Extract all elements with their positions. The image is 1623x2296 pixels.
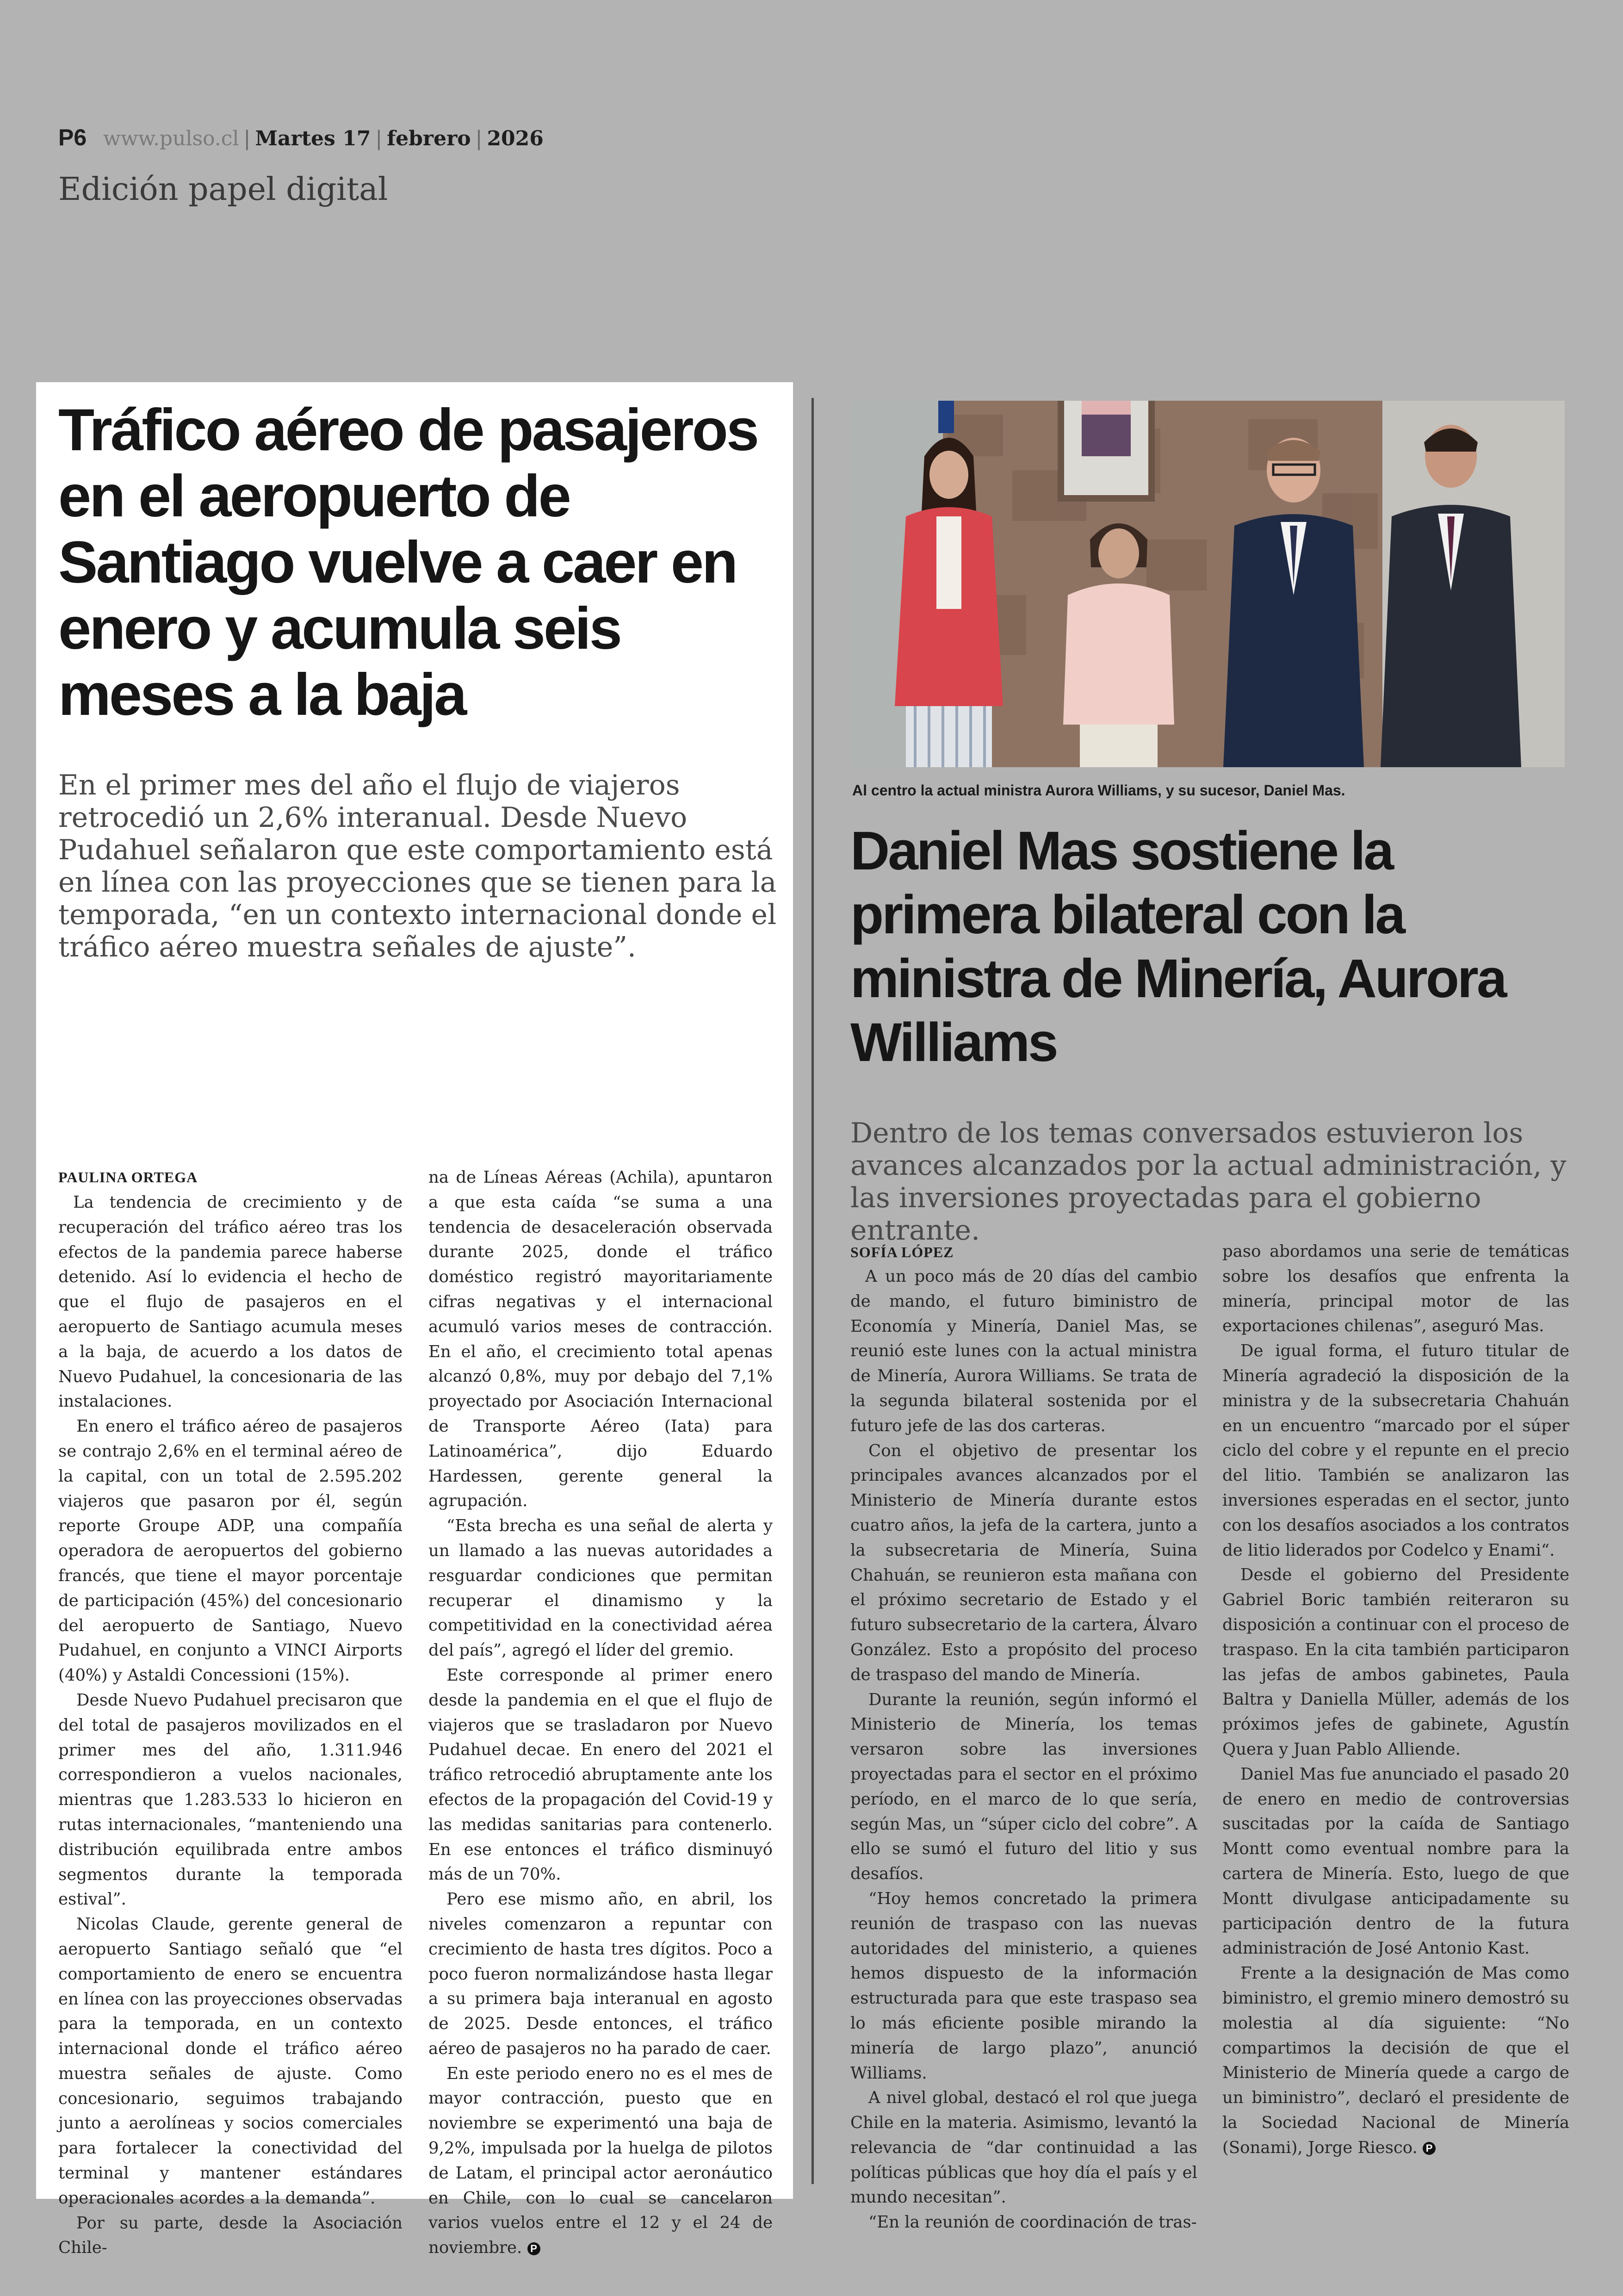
article-photo bbox=[850, 401, 1565, 767]
right-article-deck: Dentro de los temas conversados estuvieron los avances alcanzados por la actual administración, y las inversiones proyectadas para el gobierno entrante. bbox=[850, 1117, 1567, 1247]
photo-caption: Al centro la actual ministra Aurora Williams, y su sucesor, Daniel Mas. bbox=[852, 782, 1345, 799]
paragraph: na de Líneas Aéreas (Achila), apuntaron a que esta caída “se suma a una tendencia de desaceleración observada durante 2025, donde el tráfico doméstico registró mayoritariamente cifras negativas y el internacional acumuló varios meses de contracción. En el año, el crecimiento total apenas alcanzó 0,8%, muy por debajo del 7,1% proyectado por Asociación Internacional de Transporte Aéreo (Iata) para Latinoamérica”, dijo Eduardo Hardessen, gerente general la agrupación. bbox=[428, 1168, 773, 1511]
paragraph: Desde el gobierno del Presidente Gabriel Boric también reiteraron su disposición a continuar con el proceso de traspaso. En la cita también participaron las jefas de ambos gabinetes, Paula Baltra y Daniella Müller, además de los próximos jefes de gabinete, Agustín Quera y Juan Pablo Alliende. bbox=[1222, 1565, 1569, 1759]
left-article-column-1 bbox=[58, 1190, 403, 2258]
paragraph: Durante la reunión, según informó el Ministerio de Minería, los temas versaron sobre las inversiones proyectadas para el sector en el próximo período, en el marco de lo que sería, según Mas, un “súper ciclo del cobre”. A ello se sumó el futuro del litio y sus desafíos. bbox=[850, 1690, 1197, 1884]
paragraph: Pero ese mismo año, en abril, los niveles comenzaron a repuntar con crecimiento de hasta tres dígitos. Poco a poco fueron normalizándose hasta llegar a su primera baja interanual en agosto de 2025. Desde entonces, el tráfico aéreo de pasajeros no ha parado de caer. bbox=[428, 1890, 773, 2058]
paragraph: “Hoy hemos concretado la primera reunión de traspaso con las nuevas autoridades del ministerio, a quienes hemos dispuesto de la información estructurada para que este traspaso sea lo más eficiente posible mirando la minería de largo plazo”, anunció Williams. bbox=[850, 1889, 1197, 2083]
paragraph: A un poco más de 20 días del cambio de mando, el futuro biministro de Economía y Minería, Daniel Mas, se reunió este lunes con la actual ministra de Minería, Aurora Williams. Se trata de la segunda bilateral sostenida por el futuro jefe de las dos carteras. bbox=[850, 1267, 1197, 1435]
paragraph: Por su parte, desde la Asociación Chile- bbox=[58, 2213, 403, 2258]
paragraph-text: Frente a la designación de Mas como biministro, el gremio minero demostró su molestia al día siguiente: “No compartimos la decisión de que el Ministerio de Minería quede a cargo de un biministro”, declaró el presidente de la Sociedad Nacional de Minería (Sonami), Jorge Riesco. bbox=[1222, 1964, 1569, 2157]
paragraph: La tendencia de crecimiento y de recuperación del tráfico aéreo tras los efectos de la pandemia parece haberse detenido. Así lo evidencia el hecho de que el flujo de pasajeros en el aeropuerto de Santiago acumula meses a la baja, de acuerdo a los datos de Nuevo Pudahuel, la concesionaria de las instalaciones. bbox=[58, 1193, 403, 1411]
paragraph: Este corresponde al primer enero desde la pandemia en el que el flujo de viajeros que se trasladaron por Nuevo Pudahuel decae. En enero del 2021 el tráfico retrocedió abruptamente ante los efectos de la propagación del Covid-19 y las medidas sanitarias para contenerlo. En ese entonces el tráfico disminuyó más de un 70%. bbox=[428, 1665, 773, 1884]
right-article-headline: Daniel Mas sostiene la primera bilateral con la ministra de Minería, Aurora Williams bbox=[850, 820, 1505, 1073]
issue-month: febrero bbox=[387, 127, 471, 150]
paragraph: Daniel Mas fue anunciado el pasado 20 de enero en medio de controversias suscitadas por la caída de Santiago Montt como eventual nombre para la cartera de Minería. Esto, luego de que Montt divulgase anticipadamente su participación dentro de la futura administración de José Antonio Kast. bbox=[1222, 1764, 1569, 1958]
right-article-column-2 bbox=[1222, 1239, 1569, 2174]
paragraph: En enero el tráfico aéreo de pasajeros se contrajo 2,6% en el terminal aéreo de la capital, con un total de 2.595.202 viajeros que pasaron por él, según reporte Groupe ADP, una compañía operadora de aeropuertos del gobierno francés, que tiene el mayor porcentaje de participación (45%) del concesionario del aeropuerto de Santiago, Nuevo Pudahuel, en conjunto a VINCI Airports (40%) y Astaldi Concessioni (15%). bbox=[58, 1417, 403, 1685]
paragraph-last bbox=[428, 2061, 773, 2260]
site-url[interactable]: www.pulso.cl bbox=[103, 127, 239, 150]
officials-photo-illustration bbox=[850, 401, 1565, 767]
issue-day: Martes 17 bbox=[255, 127, 371, 150]
left-article-headline: Tráfico aéreo de pasajeros en el aeropuerto de Santiago vuelve a caer en enero y acumula seis meses a la baja bbox=[58, 397, 757, 728]
paragraph-text: En este periodo enero no es el mes de mayor contracción, puesto que en noviembre se experimentó una baja de 9,2%, impulsada por la huelga de pilotos de Latam, el principal actor aeronáutico en Chile, con lo cual se cancelaron varios vuelos entre el 12 y el 24 de noviembre. bbox=[428, 2064, 773, 2258]
page-header: P6 www.pulso.cl | Martes 17 | febrero | 2026 bbox=[58, 124, 544, 150]
end-mark-icon: P bbox=[1423, 2142, 1436, 2155]
paragraph: Con el objetivo de presentar los principales avances alcanzados por el Ministerio de Minería durante estos cuatro años, la jefa de la cartera, junto a la subsecretaria de Minería, Suina Chahuán, se reunieron esta mañana con el próximo secretario de Estado y el futuro subsecretario de la cartera, Álvaro González. Esto a propósito del proceso de traspaso del mando de Minería. bbox=[850, 1441, 1197, 1684]
left-article-deck: En el primer mes del año el flujo de viajeros retrocedió un 2,6% interanual. Desde Nuevo Pudahuel señalaron que este comportamiento está en línea con las proyecciones que se tienen para la temporada, “en un contexto internacional donde el tráfico aéreo muestra señales de ajuste”. bbox=[58, 769, 777, 963]
left-article-column-2 bbox=[428, 1165, 773, 2258]
right-article-byline: SOFÍA LÓPEZ bbox=[850, 1244, 954, 1260]
edition-label: Edición papel digital bbox=[58, 171, 388, 208]
paragraph: Nicolas Claude, gerente general de aeropuerto Santiago señaló que “el comportamiento de enero se encuentra en línea con las proyecciones observadas para la temporada, en un contexto internacional donde el tráfico aéreo muestra señales de ajuste. Como concesionario, seguimos trabajando junto a aerolíneas y socios comerciales para fortalecer la conectividad del terminal y mantener estándares operacionales acordes a la demanda”. bbox=[58, 1915, 403, 2208]
end-mark-icon: P bbox=[527, 2242, 540, 2255]
paragraph: Desde Nuevo Pudahuel precisaron que del total de pasajeros movilizados en el primer mes del año, 1.311.946 correspondieron a vuelos nacionales, mientras que 1.283.533 lo hicieron en rutas internacionales, “manteniendo una distribución equilibrada entre ambos segmentos durante la temporada estival”. bbox=[58, 1690, 403, 1909]
paragraph: paso abordamos una serie de temáticas sobre los desafíos que enfrenta la minería, principal motor de las exportaciones chilenas”, aseguró Mas. bbox=[1222, 1242, 1569, 1336]
paragraph-last bbox=[1222, 1961, 1569, 2160]
right-article-column-1 bbox=[850, 1264, 1197, 2232]
paragraph: “En la reunión de coordinación de tras- bbox=[868, 2213, 1197, 2232]
column-divider bbox=[812, 398, 814, 2184]
issue-year: 2026 bbox=[487, 127, 544, 150]
paragraph: A nivel global, destacó el rol que juega Chile en la materia. Asimismo, levantó la relevancia de “dar continuidad a las políticas públicas que hoy día el país y el mundo necesitan”. bbox=[850, 2088, 1197, 2207]
paragraph: De igual forma, el futuro titular de Minería agradeció la disposición de la ministra y de la subsecretaria Chahuán en un encuentro “marcado por el súper ciclo del cobre y el repunte en el precio del litio. También se analizaron las inversiones esperadas en el sector, junto con los desafíos asociados a los contratos de litio liderados por Codelco y Enami“. bbox=[1222, 1341, 1569, 1560]
left-article-byline: PAULINA ORTEGA bbox=[58, 1169, 198, 1185]
page-number: P6 bbox=[58, 124, 87, 150]
paragraph: “Esta brecha es una señal de alerta y un llamado a las nuevas autoridades a resguardar condiciones que permitan recuperar el dinamismo y la competitividad en la conectividad aérea del país”, agregó el líder del gremio. bbox=[428, 1516, 773, 1660]
